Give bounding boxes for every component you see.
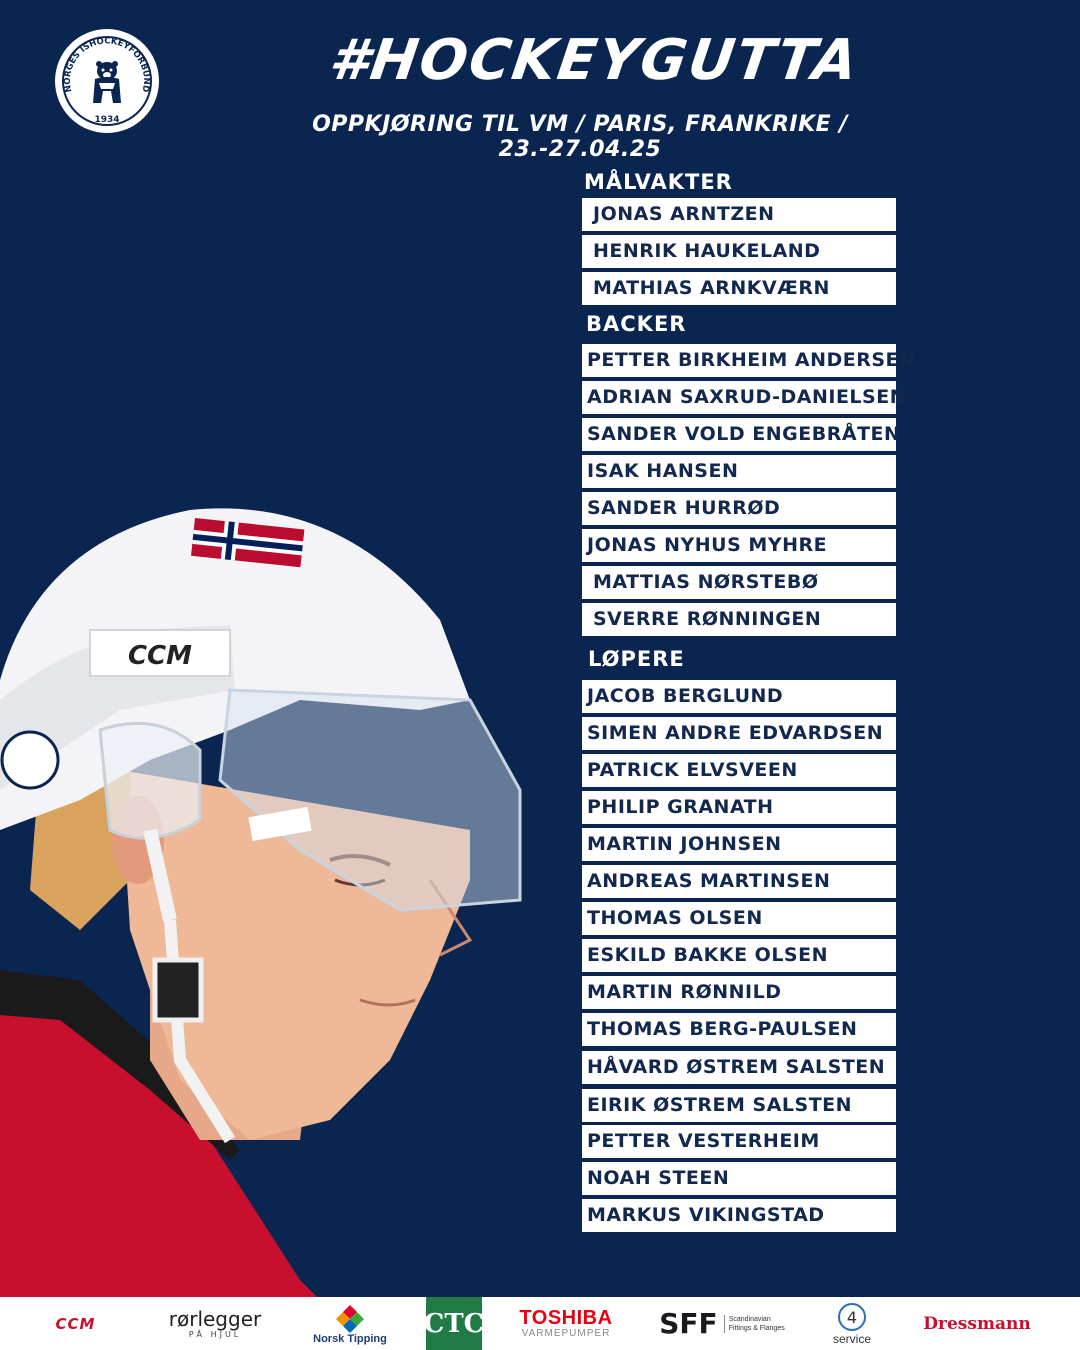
player-name-box (582, 492, 896, 525)
sponsor-4service-logo (822, 1297, 882, 1350)
sponsor-dressmann-logo: Dressmann (923, 1313, 1031, 1334)
helmet-ccm-logo (90, 630, 230, 676)
player-name-box (582, 865, 896, 898)
sponsor-tagline: PÅ HJUL (188, 1330, 242, 1339)
player-name: NOAH STEEN (587, 1167, 730, 1189)
player-name-box (582, 1089, 896, 1122)
section-heading-goalies: MÅLVAKTER (584, 170, 733, 194)
sponsor-tagline-line: Scandinavian (728, 1315, 771, 1323)
sponsor-toshiba-logo (510, 1297, 622, 1350)
player-name: PETTER VESTERHEIM (587, 1130, 820, 1152)
sponsor-name: service (832, 1331, 871, 1346)
player-name-box (582, 902, 896, 935)
player-name-box (582, 529, 896, 562)
player-name-box (582, 976, 896, 1009)
sponsor-ctc-logo: CTC (426, 1297, 482, 1350)
player-name: PETTER BIRKHEIM ANDERSEN (587, 349, 916, 371)
chin-strap-buckle (155, 960, 201, 1020)
player-name-box (582, 754, 896, 787)
player-name-box (582, 939, 896, 972)
player-name: MARKUS VIKINGSTAD (587, 1204, 825, 1226)
player-name: JONAS NYHUS MYHRE (587, 534, 828, 556)
player-name: MARTIN RØNNILD (587, 981, 782, 1003)
logo-year: 1934 (94, 115, 120, 125)
player-name: MATHIAS ARNKVÆRN (593, 277, 830, 299)
sponsor-name: Norsk Tipping (313, 1332, 387, 1345)
sponsor-tagline: VARMEPUMPER (521, 1328, 611, 1339)
player-photo (0, 500, 560, 1300)
player-name-box (582, 1199, 896, 1232)
sponsor-norsk-tipping-logo (300, 1297, 400, 1350)
player-name: ESKILD BAKKE OLSEN (587, 944, 828, 966)
player-name-box (582, 272, 896, 305)
player-name-box (582, 381, 907, 414)
federation-logo (55, 29, 159, 133)
page-title: #HOCKEYGUTTA (325, 28, 864, 93)
player-name-box (582, 791, 896, 824)
player-name-box (582, 1125, 896, 1158)
player-name-box (582, 828, 896, 861)
player-name: THOMAS OLSEN (587, 907, 763, 929)
sponsor-bar (0, 1297, 1080, 1350)
player-name: HÅVARD ØSTREM SALSTEN (587, 1056, 886, 1078)
player-name: EIRIK ØSTREM SALSTEN (587, 1094, 853, 1116)
player-name: ADRIAN SAXRUD-DANIELSEN (587, 386, 907, 408)
helmet-crest-icon (2, 732, 58, 788)
player-name-box (582, 418, 901, 451)
norsk-tipping-icon (335, 1303, 365, 1333)
player-name-box (582, 717, 896, 750)
player-name-box (582, 680, 896, 713)
player-name: PATRICK ELVSVEEN (587, 759, 798, 781)
sponsor-rorlegger-logo (160, 1297, 270, 1350)
polar-bear-icon (85, 57, 129, 107)
svg-text:NORGES ISHOCKEYFORBUND: NORGES ISHOCKEYFORBUND (62, 36, 152, 94)
player-name: SANDER VOLD ENGEBRÅTEN (587, 423, 901, 445)
player-name-box (582, 1162, 896, 1195)
player-name: MATTIAS NØRSTEBØ (593, 571, 819, 593)
sponsor-name: TOSHIBA (519, 1307, 613, 1329)
player-name: ANDREAS MARTINSEN (587, 870, 831, 892)
sponsor-tagline-line: Fittings & Flanges (728, 1324, 785, 1332)
sponsor-sff-logo (652, 1297, 792, 1350)
player-name-box (582, 1051, 896, 1084)
player-name: SIMEN ANDRE EDVARDSEN (587, 722, 884, 744)
player-name-box (582, 455, 896, 488)
player-name: JACOB BERGLUND (587, 685, 784, 707)
player-name-box (582, 235, 896, 268)
sponsor-name: SFF (659, 1307, 718, 1340)
player-name-box (582, 198, 896, 231)
section-heading-defense: BACKER (586, 312, 687, 336)
page-subtitle: OPPKJØRING TIL VM / PARIS, FRANKRIKE / 23.-27.04.25 (312, 112, 848, 162)
ear-guard (100, 723, 200, 838)
player-name-box (582, 603, 896, 636)
player-name: HENRIK HAUKELAND (593, 240, 821, 262)
section-heading-forwards: LØPERE (588, 647, 685, 671)
sponsor-ccm-logo: CCM (55, 1314, 96, 1333)
svg-text:4: 4 (846, 1307, 858, 1327)
sponsor-tagline (724, 1315, 785, 1333)
sponsor-name: rørlegger (168, 1307, 262, 1331)
player-name: THOMAS BERG-PAULSEN (587, 1018, 858, 1040)
four-service-icon (837, 1302, 867, 1332)
player-name: ISAK HANSEN (587, 460, 739, 482)
player-name: MARTIN JOHNSEN (587, 833, 782, 855)
player-name: PHILIP GRANATH (587, 796, 774, 818)
player-name-box (582, 344, 916, 377)
svg-text:CCM: CCM (127, 641, 193, 671)
player-name-box (582, 1013, 896, 1046)
player-name: SANDER HURRØD (587, 497, 781, 519)
player-name-box (582, 566, 896, 599)
player-name: SVERRE RØNNINGEN (593, 608, 822, 630)
player-name: JONAS ARNTZEN (593, 203, 775, 225)
